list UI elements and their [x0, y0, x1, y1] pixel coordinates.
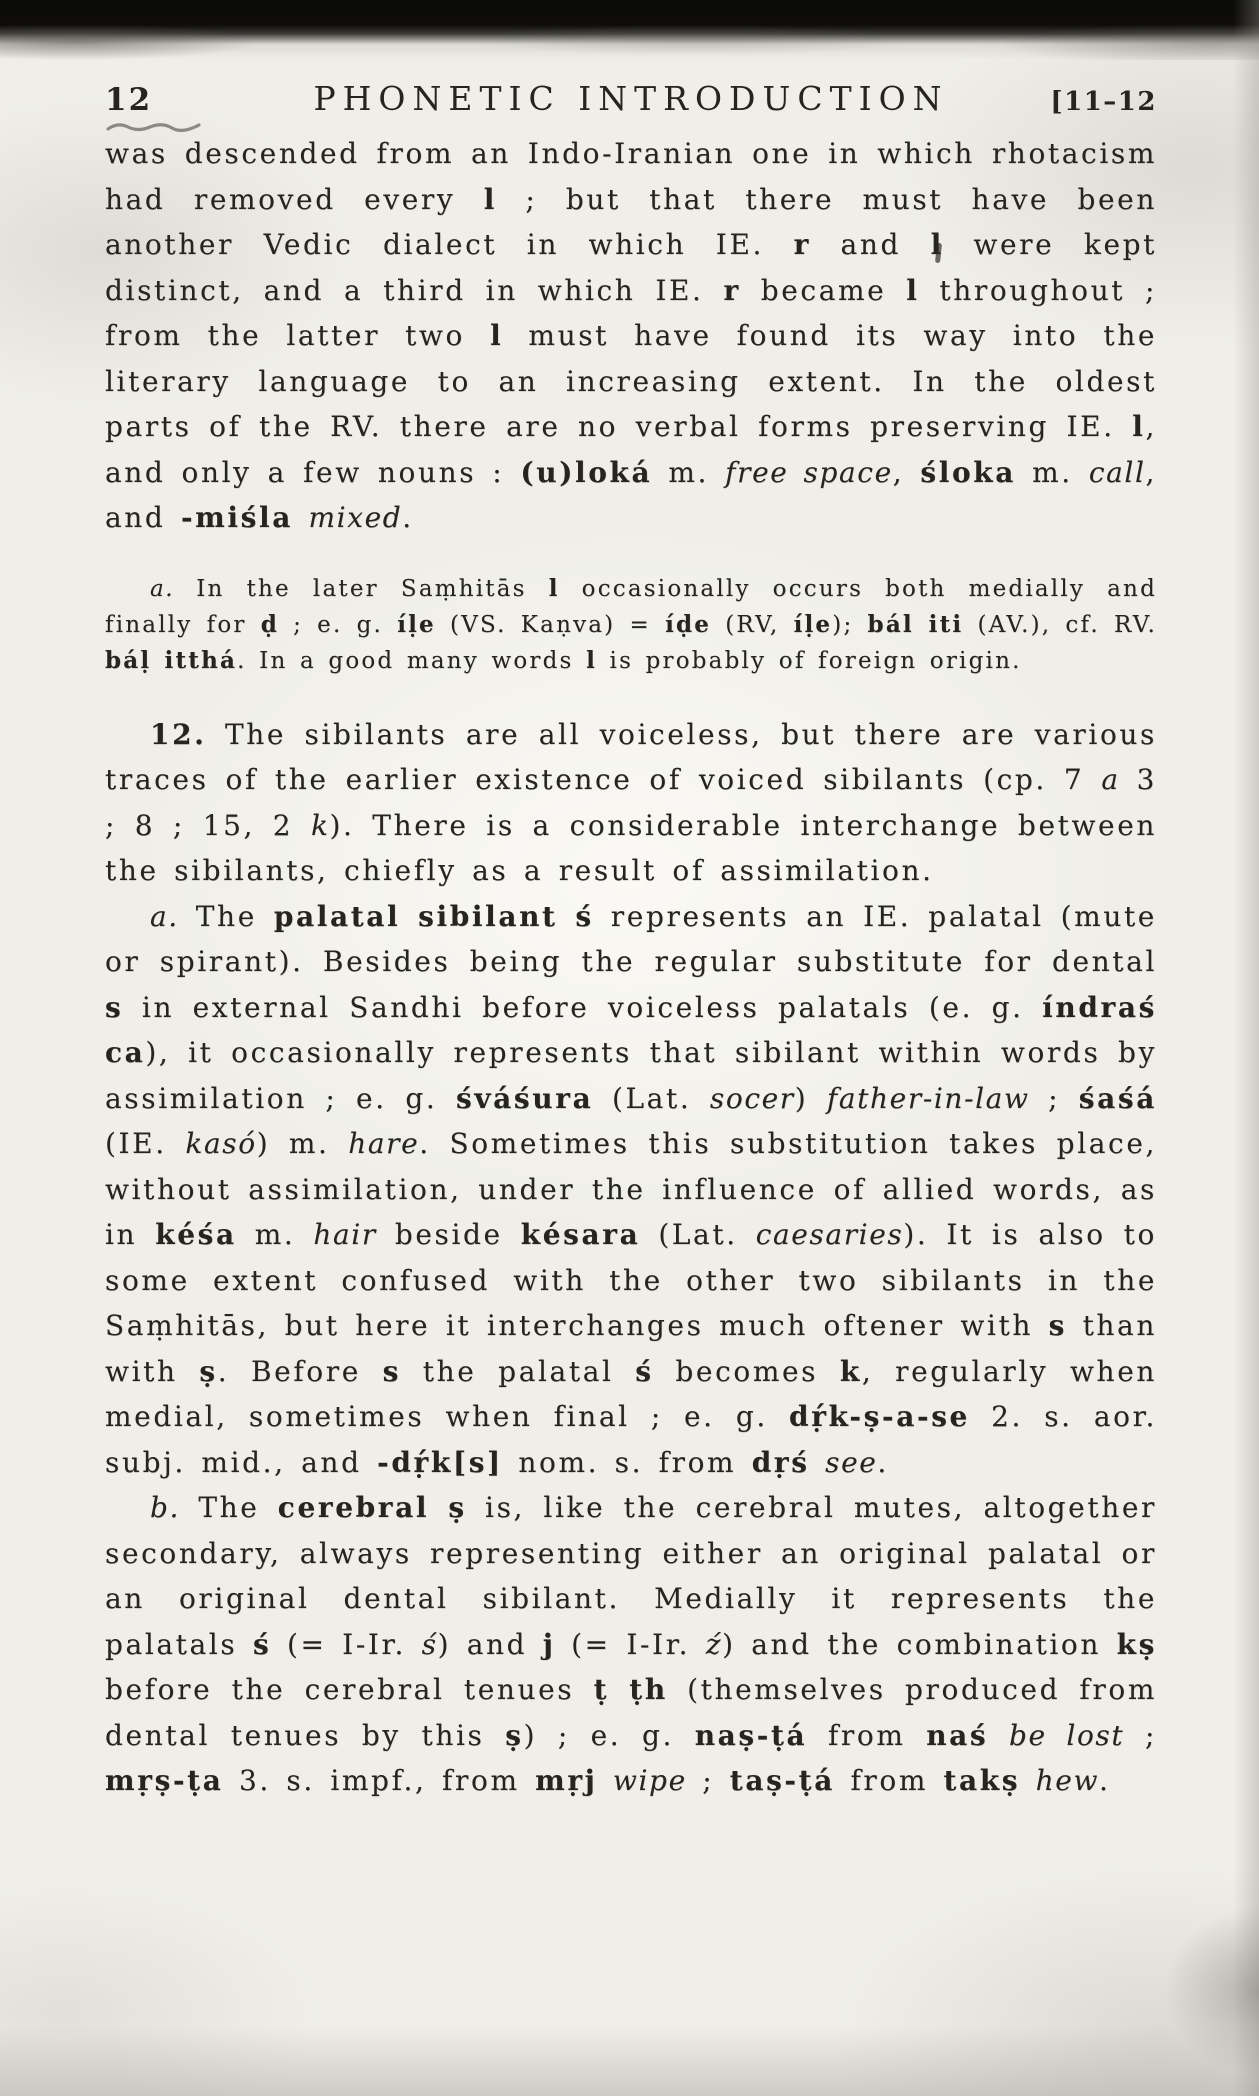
text-column — [105, 131, 1157, 1804]
text-run: . — [1099, 1764, 1111, 1797]
text-run: ; — [1124, 1718, 1157, 1752]
text-run: cerebral ṣ — [277, 1491, 467, 1524]
text-run: takṣ — [943, 1764, 1021, 1797]
text-run: a. — [150, 575, 175, 602]
note-a-paragraph — [105, 571, 1157, 679]
text-run: l — [906, 273, 920, 307]
text-run: s — [382, 1354, 402, 1388]
text-run: ; — [1029, 1081, 1079, 1115]
text-run: . — [402, 501, 414, 534]
text-run: ḍ — [260, 610, 279, 638]
text-run: ) m. — [256, 1127, 349, 1160]
text-run: 3 ; 8 ; 15, 2 — [105, 763, 1158, 842]
text-run: l — [548, 574, 560, 602]
text-run: (VS. Kaṇva) = — [435, 611, 666, 638]
text-run: (IE. — [105, 1127, 186, 1160]
text-run: l — [490, 319, 504, 352]
text-run: ; — [686, 1764, 730, 1797]
text-run: ). It is also to some extent confused with the other two sibilants in the Saṃhitās, but here it interchanges much oftener with — [105, 1218, 1157, 1342]
text-run: in external Sandhi before voiceless palatals (e. g. — [123, 990, 1043, 1024]
text-run: késara — [520, 1218, 641, 1251]
text-run: , regularly when medial, sometimes when final ; e. g. — [105, 1354, 1157, 1433]
text-run: ś — [635, 1354, 654, 1388]
text-run: s — [105, 990, 124, 1024]
text-run: ṣ — [199, 1354, 218, 1388]
text-run: before the cerebral tenues — [105, 1673, 594, 1706]
text-run: (= I-Ir. — [271, 1627, 422, 1661]
text-run: see — [825, 1445, 878, 1479]
page-number: 12 — [105, 82, 153, 118]
text-run: free space — [725, 455, 893, 489]
text-run: In the later Saṃhitās — [174, 575, 549, 602]
text-run: the palatal — [401, 1354, 636, 1388]
text-run: , and — [105, 455, 1158, 534]
text-run: (themselves produced from dental tenues by this — [105, 1673, 1157, 1752]
text-run: l — [930, 228, 944, 261]
text-run: is, like the cerebral mutes, altogether secondary, always representing either an original palatal or an original dental sibilant. Medially it represents the palatals — [105, 1491, 1157, 1661]
text-run: socer — [709, 1081, 795, 1115]
text-run: be lost — [1009, 1718, 1125, 1752]
text-run: father-in-law — [826, 1081, 1030, 1115]
text-run: ź — [705, 1627, 723, 1661]
text-run: kéśa — [155, 1218, 237, 1251]
text-run — [293, 501, 309, 534]
running-title: PHONETIC INTRODUCTION — [313, 79, 949, 118]
text-run: mixed — [308, 501, 403, 534]
text-run — [988, 1719, 1009, 1752]
text-run — [810, 1446, 826, 1479]
text-run: (RV, — [711, 611, 794, 638]
subsection-a-paragraph — [105, 894, 1157, 1486]
paragraph-intro-continuation — [105, 131, 1157, 541]
text-run: . In a good many words — [237, 647, 587, 674]
text-run: ) — [794, 1081, 827, 1115]
text-run: śaśá — [1078, 1081, 1157, 1115]
text-run: hair — [313, 1218, 377, 1251]
text-run: represents an IE. palatal (mute or spirant). Besides being the regular substitute for dental — [105, 899, 1157, 978]
text-run: The sibilants are all voiceless, but there are various traces of the earlier existence of voiced sibilants (cp. 7 — [105, 717, 1157, 796]
text-run: m. — [1015, 455, 1089, 489]
text-run: (= I-Ir. — [555, 1627, 706, 1661]
text-run: became — [740, 273, 907, 307]
text-run — [597, 1764, 613, 1797]
text-run: becomes — [653, 1354, 840, 1388]
text-run: dṛ́k-ṣ-a-se — [789, 1400, 970, 1433]
text-run: k — [839, 1354, 862, 1388]
text-run: j — [542, 1627, 556, 1661]
text-run: palatal sibilant ś — [273, 899, 594, 933]
text-run: The — [180, 1491, 278, 1524]
text-run: were kept distinct, and a third in which IE. — [105, 228, 1157, 307]
text-run: beside — [376, 1218, 521, 1251]
text-run: -dṛ́k[s] — [377, 1445, 503, 1479]
text-run: mṛṣ-ṭa — [105, 1764, 224, 1797]
text-run: and — [810, 228, 931, 261]
scan-bottom-edge-shadow — [0, 2026, 1259, 2096]
text-run: m. — [652, 455, 726, 489]
text-run: śloka — [920, 455, 1016, 489]
text-run: ) and the combination — [722, 1627, 1117, 1661]
text-run: 12. — [150, 717, 207, 751]
text-run: wipe — [612, 1764, 687, 1797]
text-run: kṣ — [1116, 1627, 1157, 1661]
text-run: íḷe — [793, 610, 833, 638]
text-run: call — [1088, 455, 1146, 489]
text-run: ; e. g. — [279, 611, 398, 638]
text-run: l — [586, 646, 597, 674]
text-run: śváśura — [455, 1081, 594, 1115]
text-run: ṣ — [505, 1718, 524, 1752]
text-run: 2. s. aor. subj. mid., and — [105, 1400, 1157, 1479]
text-run: is probably of foreign origin. — [597, 647, 1022, 674]
text-run: l — [483, 182, 497, 216]
text-run: r — [723, 273, 741, 307]
page-header — [105, 79, 1157, 118]
text-run: ; but that there must have been another Vedic dialect in which IE. — [105, 182, 1157, 261]
text-run: , — [892, 455, 921, 489]
text-run: was descended from an Indo-Iranian one in which rhotacism had removed every — [105, 137, 1157, 216]
text-run: s — [1048, 1309, 1067, 1342]
scan-right-edge-shadow — [1233, 0, 1259, 2096]
text-run: mṛj — [535, 1764, 598, 1797]
text-run: (Lat. — [640, 1218, 756, 1251]
text-run: . Sometimes this substitution takes place, without assimilation, under the influence of allied words, as in — [105, 1127, 1157, 1251]
text-run: The — [178, 899, 274, 933]
text-run: ś — [421, 1627, 438, 1661]
text-run: naś — [926, 1718, 989, 1752]
text-run: ), it occasionally represents that sibilant within words by assimilation ; e. g. — [105, 1036, 1157, 1115]
text-run: hew — [1035, 1764, 1100, 1797]
text-run: l — [1132, 410, 1146, 443]
text-run: must have found its way into the literary language to an increasing extent. In the oldest parts of the RV. there are no verbal forms preserving IE. — [105, 319, 1157, 443]
text-run: báḷ itthá — [105, 646, 238, 674]
text-run: m. — [236, 1218, 314, 1251]
text-run: ). There is a considerable interchange between the sibilants, chiefly as a result of assimilation. — [105, 808, 1158, 887]
text-run: taṣ-ṭá — [729, 1764, 835, 1797]
text-run: ); — [832, 611, 868, 638]
text-run: a. — [150, 899, 179, 933]
text-run: ) and — [437, 1627, 543, 1661]
text-run: caesaries — [755, 1218, 904, 1251]
text-run: than with — [105, 1309, 1157, 1388]
text-run: . Before — [217, 1354, 383, 1388]
text-run: ṭ ṭh — [593, 1673, 668, 1706]
text-run: (AV.), cf. RV. — [963, 611, 1158, 638]
text-run: a — [1101, 763, 1120, 796]
text-run: occasionally occurs both medially and finally for — [105, 575, 1157, 638]
text-run: from — [807, 1718, 927, 1752]
text-run: , and only a few nouns : — [105, 410, 1157, 489]
text-run: k — [310, 808, 330, 842]
text-run — [1020, 1764, 1036, 1797]
section-12-paragraph — [105, 712, 1157, 894]
text-run: naṣ-ṭá — [694, 1718, 808, 1752]
text-run: dṛś — [751, 1445, 810, 1479]
text-run: íḷe — [397, 610, 436, 638]
text-run: throughout ; from the latter two — [105, 273, 1157, 352]
text-run: hare — [348, 1127, 420, 1160]
text-run: r — [793, 228, 811, 261]
text-run: . — [877, 1445, 889, 1479]
text-run: bál iti — [867, 610, 964, 638]
text-run: ś — [252, 1627, 272, 1661]
text-run: 3. s. impf., from — [223, 1764, 536, 1797]
section-range: [11–12 — [1050, 87, 1157, 117]
scan-dark-edge-top — [0, 0, 1259, 60]
text-run: kasó — [185, 1127, 257, 1160]
subsection-b-paragraph — [105, 1485, 1157, 1804]
text-run: nom. s. from — [502, 1445, 752, 1479]
text-run: -miśla — [180, 501, 293, 534]
text-run: b. — [150, 1491, 181, 1524]
scan-corner-smudge — [1164, 1906, 1259, 2076]
text-run: from — [834, 1764, 944, 1797]
text-run: índraś ca — [105, 990, 1157, 1069]
text-run: ) ; e. g. — [523, 1718, 695, 1752]
text-run: íḍe — [665, 610, 712, 638]
text-run: (u)loká — [520, 455, 653, 489]
text-run: (Lat. — [593, 1081, 710, 1115]
